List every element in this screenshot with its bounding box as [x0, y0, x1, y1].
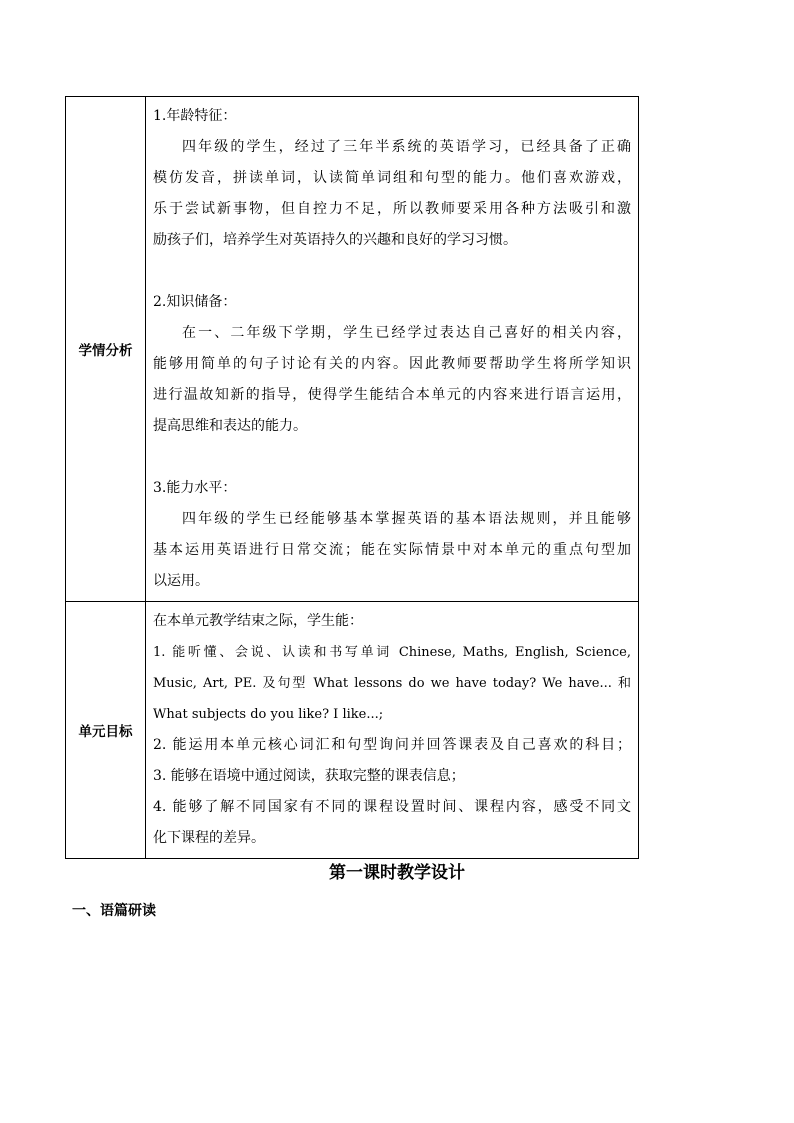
- objectives-row: [66, 602, 639, 859]
- analysis-line: 励孩子们，培养学生对英语持久的兴趣和良好的学习习惯。: [153, 232, 517, 248]
- objective-line: 4. 能够了解不同国家有不同的课程设置时间、课程内容，感受不同文: [153, 799, 631, 815]
- analysis-line: 以运用。: [153, 573, 209, 589]
- lesson-plan-table: [65, 96, 639, 859]
- analysis-row: [66, 97, 639, 602]
- analysis-line: 3.能力水平：: [153, 480, 237, 496]
- objective-line: What subjects do you like? I like...;: [153, 707, 384, 722]
- analysis-line: 四年级的学生已经能够基本掌握英语的基本语法规则，并且能够: [182, 511, 631, 527]
- analysis-line: 模仿发音，拼读单词，认读简单词组和句型的能力。他们喜欢游戏，: [153, 170, 631, 186]
- analysis-line: 1.年龄特征：: [153, 108, 237, 124]
- analysis-line: 乐于尝试新事物，但自控力不足，所以教师要采用各种方法吸引和激: [153, 201, 631, 217]
- objectives-label: 单元目标: [66, 602, 146, 859]
- objective-line: 化下课程的差异。: [153, 830, 265, 846]
- objective-line: 2. 能运用本单元核心词汇和句型询问并回答课表及自己喜欢的科目；: [153, 737, 631, 753]
- objective-line: 在本单元教学结束之际，学生能：: [153, 613, 363, 629]
- objective-line: 3. 能够在语境中通过阅读，获取完整的课表信息；: [153, 768, 465, 784]
- analysis-label: 学情分析: [66, 97, 146, 602]
- blank-line: [153, 442, 631, 473]
- objectives-content: [146, 602, 639, 859]
- analysis-line: 四年级的学生，经过了三年半系统的英语学习，已经具备了正确: [182, 139, 631, 155]
- analysis-line: 进行温故知新的指导，使得学生能结合本单元的内容来进行语言运用，: [153, 387, 631, 403]
- objective-line: 1. 能听懂、会说、认读和书写单词 Chinese, Maths, English, Science,: [153, 645, 631, 660]
- objective-line: Music, Art, PE. 及句型 What lessons do we have today? We have... 和: [153, 676, 631, 691]
- analysis-line: 能够用简单的句子讨论有关的内容。因此教师要帮助学生将所学知识: [153, 356, 631, 372]
- analysis-line: 在一、二年级下学期，学生已经学过表达自己喜好的相关内容，: [182, 325, 631, 341]
- analysis-line: 提高思维和表达的能力。: [153, 418, 307, 434]
- section-title: 第一课时教学设计: [329, 863, 465, 883]
- analysis-line: 基本运用英语进行日常交流；能在实际情景中对本单元的重点句型加: [153, 542, 631, 558]
- blank-line: [153, 256, 631, 287]
- subsection-title: 一、语篇研读: [72, 903, 156, 919]
- analysis-line: 2.知识储备：: [153, 294, 237, 310]
- analysis-content: [146, 97, 639, 602]
